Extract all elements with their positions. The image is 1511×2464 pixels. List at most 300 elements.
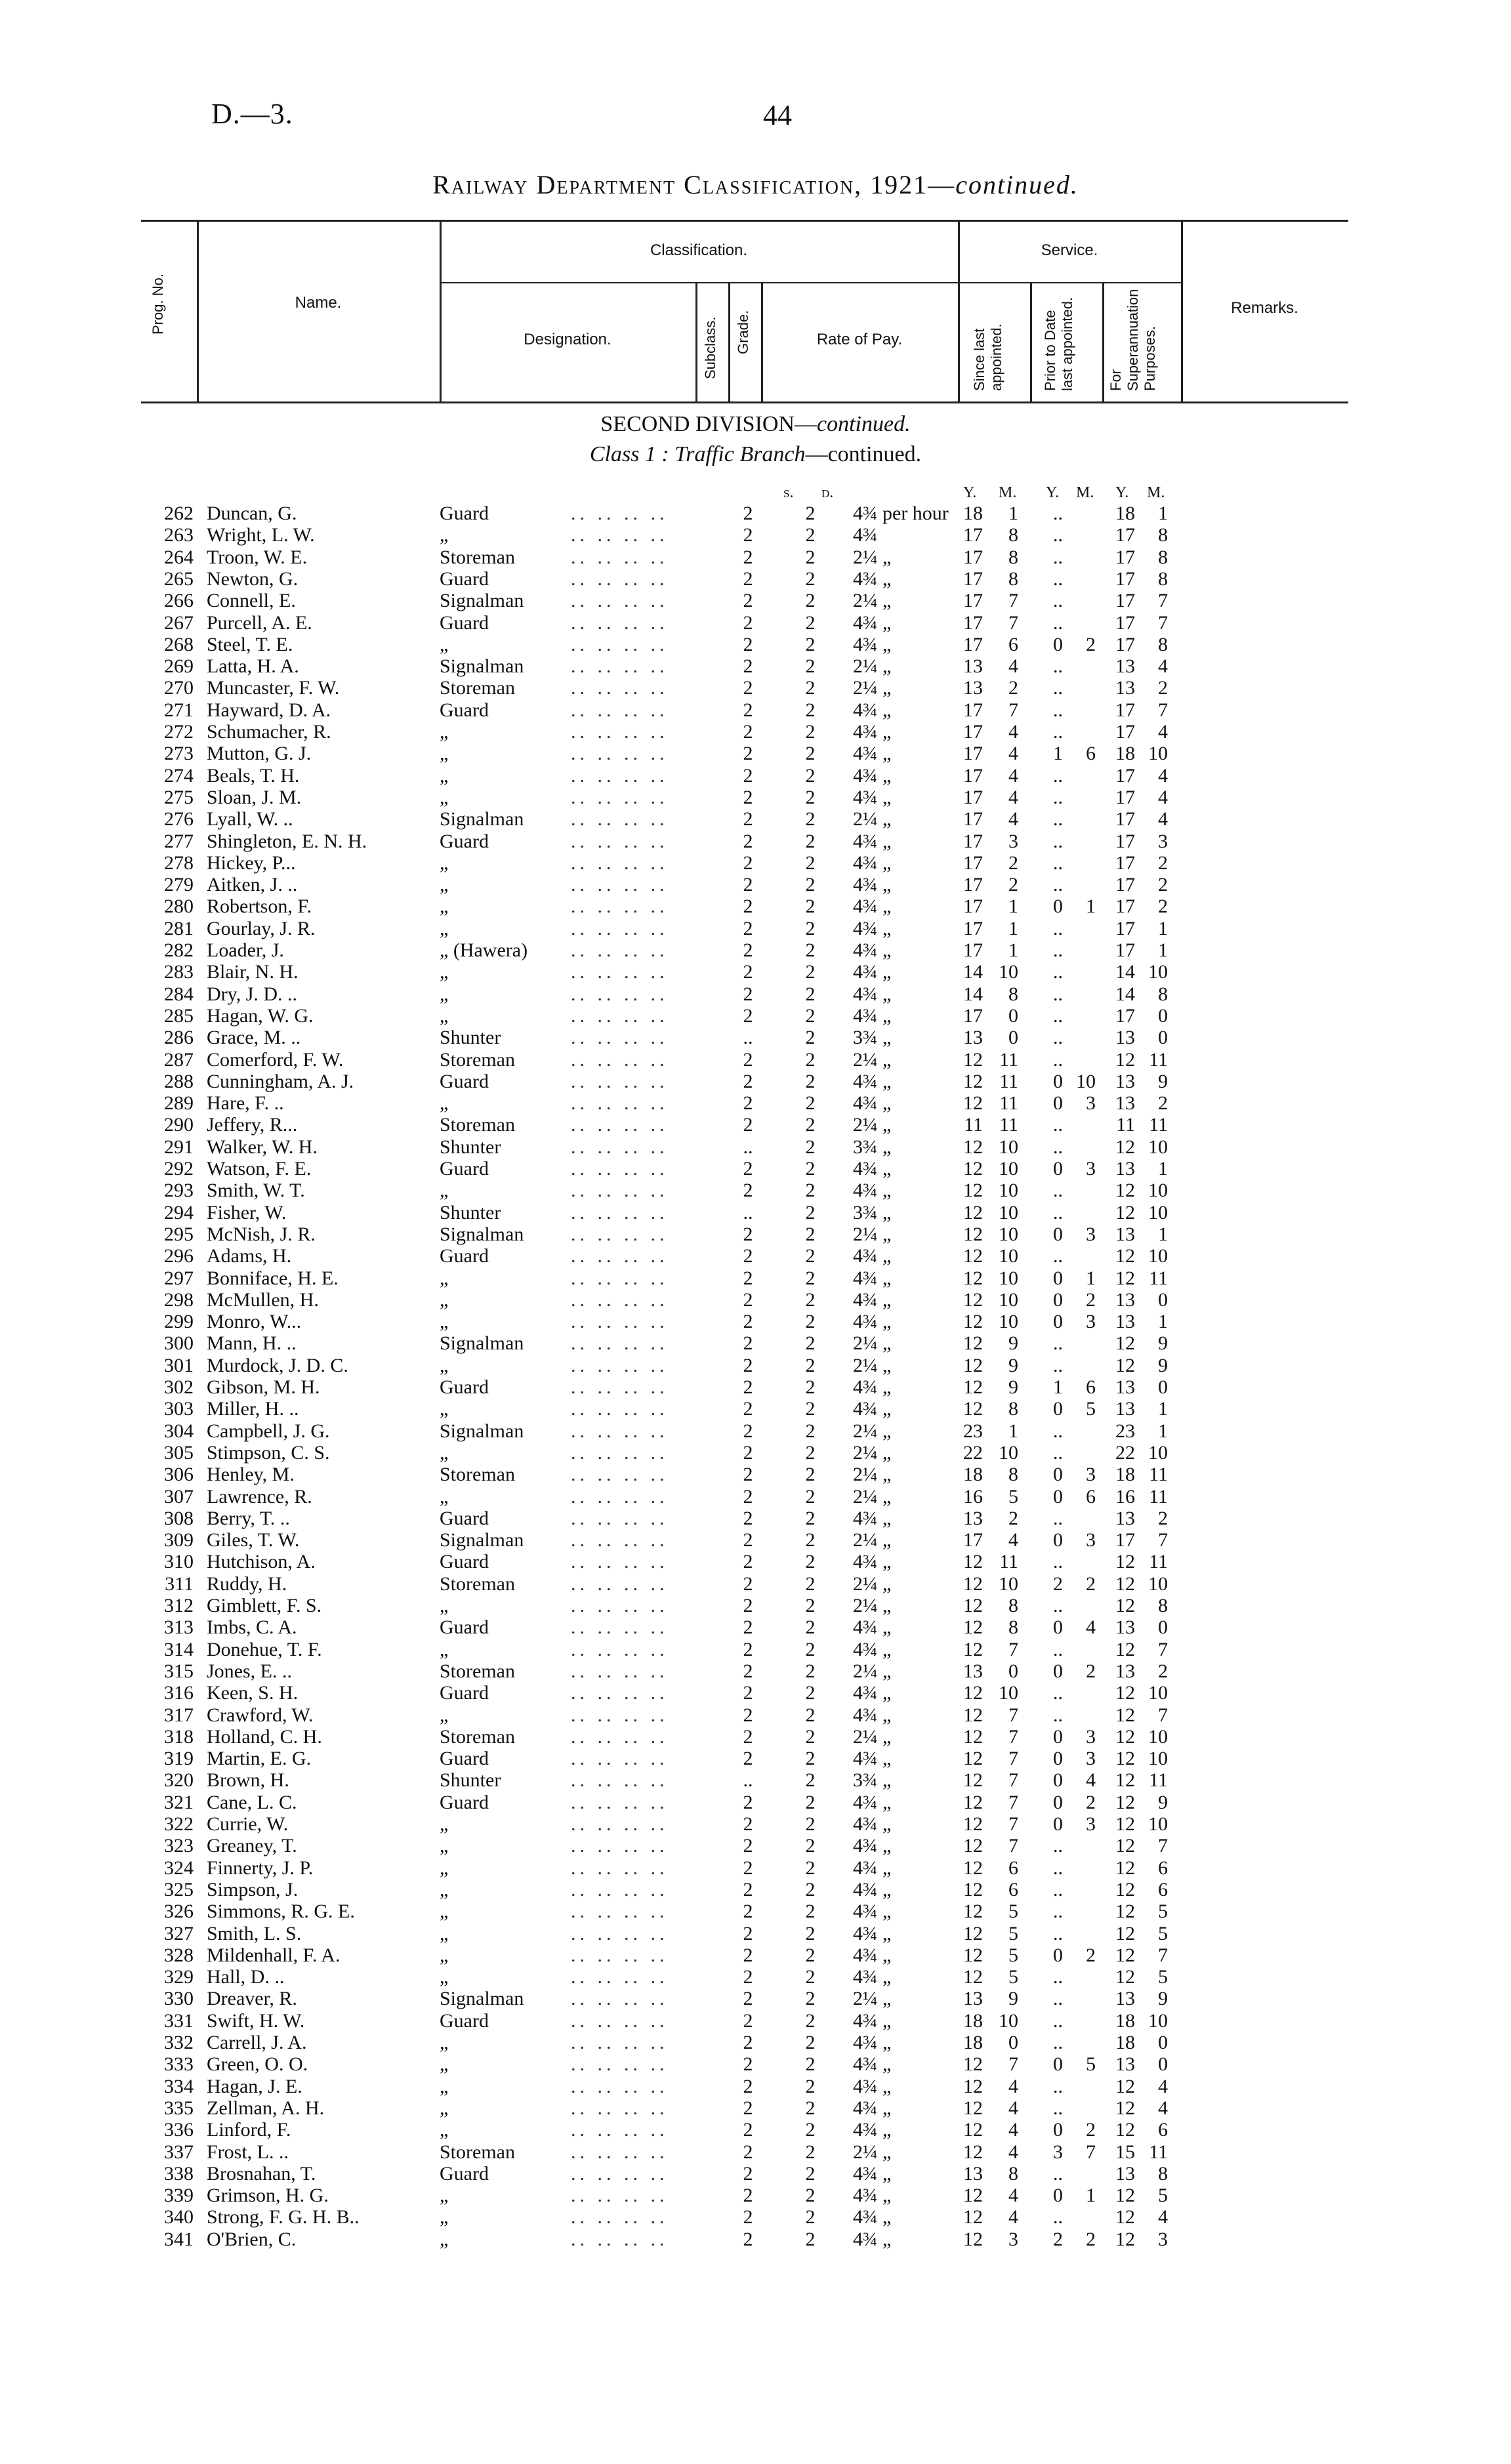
cell-prog: 278	[164, 852, 194, 874]
cell-name: Lawrence, R.	[207, 1485, 312, 1508]
cell-grade: 2	[805, 567, 816, 590]
cell-subclass: 2	[743, 590, 753, 612]
cell-since-last-years: 17	[963, 633, 983, 655]
cell-rate-of-pay: 4¾ „	[853, 764, 892, 787]
cell-prog: 270	[164, 677, 194, 699]
cell-super-years: 18	[1115, 743, 1135, 765]
cell-designation: „	[440, 1966, 449, 1988]
cell-super-years: 17	[1115, 1004, 1135, 1027]
cell-super-months: 2	[1158, 1660, 1168, 1682]
leader-dots: .. .. .. ..	[571, 1791, 669, 1813]
cell-super-years: 12	[1115, 1704, 1135, 1726]
col-service: Service.	[1041, 241, 1098, 259]
cell-grade: 2	[805, 590, 816, 612]
cell-rate-of-pay: 4¾ „	[853, 2206, 892, 2228]
cell-prog: 300	[164, 1332, 194, 1355]
cell-grade: 2	[805, 1769, 816, 1792]
cell-since-last-years: 12	[963, 1966, 983, 1988]
cell-name: Lyall, W. ..	[207, 808, 293, 831]
cell-super-months: 9	[1158, 1988, 1168, 2010]
cell-prior-years: ..	[1053, 830, 1063, 852]
cell-since-last-months: 7	[1008, 2053, 1018, 2076]
cell-rate-of-pay: 2¼ „	[853, 1114, 892, 1136]
cell-name: Mutton, G. J.	[207, 743, 312, 765]
col-remarks: Remarks.	[1231, 299, 1298, 317]
cell-designation: Signalman	[440, 1223, 524, 1245]
leader-dots: .. .. .. ..	[571, 808, 669, 831]
table-row	[0, 1813, 1511, 1835]
cell-subclass: 2	[743, 524, 753, 546]
cell-since-last-years: 12	[963, 1267, 983, 1289]
cell-super-months: 0	[1158, 1616, 1168, 1639]
cell-super-months: 3	[1158, 830, 1168, 852]
cell-subclass: 2	[743, 2075, 753, 2097]
cell-super-months: 11	[1149, 2141, 1168, 2163]
unit-years-3: Y.	[1115, 484, 1129, 501]
cell-designation: Storeman	[440, 2141, 515, 2163]
cell-designation: „	[440, 786, 449, 808]
col-grade: Grade.	[735, 310, 751, 354]
cell-since-last-months: 10	[999, 1572, 1018, 1595]
cell-grade: 2	[805, 1857, 816, 1879]
cell-prior-months: 2	[1086, 1572, 1096, 1595]
table-row	[0, 2119, 1511, 2141]
cell-since-last-months: 8	[1008, 2162, 1018, 2185]
cell-designation: Signalman	[440, 1332, 524, 1355]
cell-designation: Guard	[440, 830, 489, 852]
table-row	[0, 1835, 1511, 1857]
cell-super-years: 12	[1115, 1813, 1135, 1835]
cell-rate-of-pay: 4¾ „	[853, 1180, 892, 1202]
cell-since-last-years: 17	[963, 874, 983, 896]
cell-grade: 2	[805, 852, 816, 874]
cell-since-last-months: 7	[1008, 1748, 1018, 1770]
cell-super-months: 8	[1158, 983, 1168, 1005]
cell-since-last-months: 7	[1008, 1791, 1018, 1813]
cell-name: Greaney, T.	[207, 1835, 297, 1857]
cell-since-last-months: 5	[1008, 1485, 1018, 1508]
table-row	[0, 2185, 1511, 2206]
cell-rate-of-pay: 4¾ „	[853, 2097, 892, 2119]
cell-since-last-years: 17	[963, 808, 983, 831]
cell-designation: Signalman	[440, 590, 524, 612]
cell-since-last-years: 17	[963, 1529, 983, 1551]
cell-designation: Guard	[440, 1682, 489, 1704]
table-row	[0, 1966, 1511, 1988]
cell-super-months: 1	[1158, 939, 1168, 961]
cell-name: Connell, E.	[207, 590, 296, 612]
cell-prior-years: ..	[1053, 567, 1063, 590]
cell-designation: „	[440, 633, 449, 655]
cell-grade: 2	[805, 1048, 816, 1071]
cell-since-last-months: 5	[1008, 1922, 1018, 1944]
cell-designation: Shunter	[440, 1201, 501, 1223]
cell-grade: 2	[805, 1027, 816, 1049]
unit-months-1: M.	[999, 484, 1017, 501]
cell-rate-of-pay: 4¾ „	[853, 2032, 892, 2053]
cell-prior-years: ..	[1053, 983, 1063, 1005]
cell-since-last-months: 4	[1008, 808, 1018, 831]
cell-prog: 320	[164, 1769, 194, 1792]
cell-super-months: 1	[1158, 1398, 1168, 1420]
cell-super-months: 7	[1158, 1944, 1168, 1966]
cell-super-years: 12	[1115, 1725, 1135, 1748]
cell-prior-years: ..	[1053, 1201, 1063, 1223]
cell-name: Wright, L. W.	[207, 524, 315, 546]
table-row	[0, 1245, 1511, 1267]
table-row	[0, 1857, 1511, 1879]
table-row	[0, 1027, 1511, 1048]
leader-dots: .. .. .. ..	[571, 1092, 669, 1115]
cell-name: Donehue, T. F.	[207, 1638, 322, 1660]
cell-super-years: 12	[1115, 1835, 1135, 1857]
cell-super-years: 17	[1115, 590, 1135, 612]
cell-grade: 2	[805, 503, 816, 524]
cell-super-years: 12	[1115, 2075, 1135, 2097]
cell-prog: 292	[164, 1158, 194, 1180]
cell-prior-years: ..	[1053, 2032, 1063, 2053]
cell-prior-years: ..	[1053, 1180, 1063, 1202]
cell-prog: 317	[164, 1704, 194, 1726]
cell-prog: 306	[164, 1464, 194, 1486]
table-row	[0, 1158, 1511, 1180]
cell-prog: 280	[164, 895, 194, 918]
cell-super-years: 18	[1115, 503, 1135, 524]
cell-grade: 2	[805, 1136, 816, 1158]
cell-rate-of-pay: 4¾ „	[853, 1835, 892, 1857]
unit-shillings: s.	[783, 484, 794, 501]
cell-prior-years: ..	[1053, 1420, 1063, 1442]
cell-super-years: 12	[1115, 1354, 1135, 1376]
cell-super-months: 8	[1158, 633, 1168, 655]
cell-designation: Signalman	[440, 1420, 524, 1442]
class-heading: Class 1 : Traffic Branch—continued.	[589, 442, 922, 466]
cell-name: Muncaster, F. W.	[207, 677, 340, 699]
cell-prog: 283	[164, 961, 194, 983]
cell-super-years: 12	[1115, 1180, 1135, 1202]
cell-subclass: 2	[743, 1441, 753, 1464]
cell-subclass: 2	[743, 1245, 753, 1267]
leader-dots: .. .. .. ..	[571, 1529, 669, 1551]
cell-designation: Guard	[440, 567, 489, 590]
cell-since-last-years: 13	[963, 1660, 983, 1682]
cell-super-months: 6	[1158, 1857, 1168, 1879]
cell-designation: Storeman	[440, 1572, 515, 1595]
cell-since-last-months: 10	[999, 1136, 1018, 1158]
cell-prog: 314	[164, 1638, 194, 1660]
cell-designation: Signalman	[440, 1529, 524, 1551]
table-row	[0, 503, 1511, 524]
cell-prior-years: 0	[1053, 1748, 1063, 1770]
cell-grade: 2	[805, 1922, 816, 1944]
cell-prog: 308	[164, 1507, 194, 1529]
cell-super-months: 10	[1148, 1201, 1168, 1223]
cell-since-last-months: 11	[999, 1048, 1018, 1071]
cell-prior-years: ..	[1053, 1245, 1063, 1267]
cell-prior-years: 0	[1053, 1725, 1063, 1748]
cell-rate-of-pay: 4¾ „	[853, 2185, 892, 2207]
cell-subclass: 2	[743, 2097, 753, 2119]
table-row	[0, 546, 1511, 568]
cell-designation: Guard	[440, 2162, 489, 2185]
table-row	[0, 2141, 1511, 2163]
cell-designation: Guard	[440, 1791, 489, 1813]
cell-prior-years: 0	[1053, 2053, 1063, 2076]
leader-dots: .. .. .. ..	[571, 1616, 669, 1639]
cell-prior-years: ..	[1053, 917, 1063, 939]
cell-super-years: 13	[1115, 1311, 1135, 1333]
cell-name: Jeffery, R...	[207, 1114, 298, 1136]
cell-super-months: 7	[1158, 1638, 1168, 1660]
cell-super-years: 12	[1115, 1791, 1135, 1813]
cell-rate-of-pay: 4¾ „	[853, 1398, 892, 1420]
cell-prior-months: 1	[1086, 895, 1096, 918]
cell-prog: 321	[164, 1791, 194, 1813]
cell-rate-of-pay: 4¾ „	[853, 1092, 892, 1115]
cell-prior-years: ..	[1053, 1857, 1063, 1879]
cell-since-last-months: 7	[1008, 611, 1018, 634]
cell-super-years: 18	[1115, 2009, 1135, 2032]
cell-since-last-months: 1	[1008, 895, 1018, 918]
cell-since-last-years: 13	[963, 655, 983, 678]
cell-super-years: 12	[1115, 1900, 1135, 1923]
cell-prog: 329	[164, 1966, 194, 1988]
cell-super-months: 0	[1158, 2053, 1168, 2076]
table-row	[0, 568, 1511, 590]
cell-super-years: 13	[1115, 1616, 1135, 1639]
cell-super-months: 9	[1158, 1791, 1168, 1813]
cell-name: Bonniface, H. E.	[207, 1267, 339, 1289]
cell-since-last-months: 2	[1008, 677, 1018, 699]
cell-super-months: 0	[1158, 1027, 1168, 1049]
cell-prior-months: 2	[1086, 2119, 1096, 2141]
cell-since-last-years: 12	[963, 1704, 983, 1726]
cell-super-months: 10	[1148, 1813, 1168, 1835]
cell-since-last-years: 12	[963, 2119, 983, 2141]
cell-grade: 2	[805, 1420, 816, 1442]
cell-designation: „	[440, 524, 449, 546]
cell-since-last-months: 4	[1008, 2097, 1018, 2119]
unit-pence: d.	[821, 484, 834, 501]
cell-name: Campbell, J. G.	[207, 1420, 330, 1442]
cell-grade: 2	[805, 1158, 816, 1180]
cell-prog: 282	[164, 939, 194, 961]
cell-since-last-months: 0	[1008, 2032, 1018, 2053]
cell-super-months: 0	[1158, 1004, 1168, 1027]
cell-rate-of-pay: 4¾ „	[853, 1311, 892, 1333]
cell-subclass: 2	[743, 808, 753, 831]
col-subclass: Subclass.	[702, 316, 718, 379]
table-row	[0, 2010, 1511, 2032]
table-row	[0, 1616, 1511, 1638]
cell-super-months: 4	[1158, 721, 1168, 743]
cell-super-years: 11	[1116, 1114, 1135, 1136]
cell-prior-months: 3	[1086, 1748, 1096, 1770]
cell-prior-years: ..	[1053, 655, 1063, 678]
cell-super-months: 11	[1149, 1769, 1168, 1792]
cell-designation: Storeman	[440, 677, 515, 699]
leader-dots: .. .. .. ..	[571, 1136, 669, 1158]
cell-name: McNish, J. R.	[207, 1223, 316, 1245]
cell-designation: „	[440, 1704, 449, 1726]
table-row	[0, 1792, 1511, 1813]
cell-designation: „	[440, 1311, 449, 1333]
cell-prog: 290	[164, 1114, 194, 1136]
cell-designation: „	[440, 1354, 449, 1376]
cell-prior-years: ..	[1053, 808, 1063, 831]
cell-grade: 2	[805, 830, 816, 852]
cell-super-years: 12	[1115, 2119, 1135, 2141]
table-row	[0, 1682, 1511, 1704]
cell-designation: „	[440, 874, 449, 896]
leader-dots: .. .. .. ..	[571, 546, 669, 568]
unit-years-2: Y.	[1046, 484, 1060, 501]
cell-designation: „	[440, 1288, 449, 1311]
cell-prior-years: ..	[1053, 503, 1063, 524]
cell-name: Crawford, W.	[207, 1704, 314, 1726]
cell-prior-years: 0	[1053, 1464, 1063, 1486]
cell-designation: „	[440, 1878, 449, 1900]
document-code: D.—3.	[211, 98, 293, 130]
cell-grade: 2	[805, 2119, 816, 2141]
cell-designation: „	[440, 764, 449, 787]
cell-prog: 323	[164, 1835, 194, 1857]
table-row	[0, 1267, 1511, 1289]
cell-super-years: 17	[1115, 524, 1135, 546]
cell-prior-years: ..	[1053, 939, 1063, 961]
cell-designation: „	[440, 2206, 449, 2228]
cell-designation: Shunter	[440, 1769, 501, 1792]
cell-name: Schumacher, R.	[207, 721, 331, 743]
cell-since-last-years: 13	[963, 1988, 983, 2010]
cell-subclass: 2	[743, 567, 753, 590]
cell-since-last-months: 4	[1008, 2141, 1018, 2163]
cell-designation: Guard	[440, 1748, 489, 1770]
cell-prior-years: ..	[1053, 1966, 1063, 1988]
cell-prior-years: 0	[1053, 1769, 1063, 1792]
cell-super-months: 11	[1149, 1464, 1168, 1486]
table-row	[0, 808, 1511, 830]
leader-dots: .. .. .. ..	[571, 1245, 669, 1267]
cell-designation: „	[440, 1944, 449, 1966]
leader-dots: .. .. .. ..	[571, 1507, 669, 1529]
cell-super-months: 1	[1158, 1311, 1168, 1333]
cell-name: Latta, H. A.	[207, 655, 299, 678]
cell-name: Mildenhall, F. A.	[207, 1944, 341, 1966]
cell-prog: 288	[164, 1070, 194, 1092]
cell-designation: „	[440, 2185, 449, 2207]
cell-super-months: 1	[1158, 917, 1168, 939]
cell-designation: „	[440, 983, 449, 1005]
cell-subclass: 2	[743, 1114, 753, 1136]
cell-grade: 2	[805, 1704, 816, 1726]
cell-prior-years: 0	[1053, 1944, 1063, 1966]
cell-prog: 332	[164, 2032, 194, 2053]
cell-since-last-years: 13	[963, 2162, 983, 2185]
cell-since-last-months: 10	[999, 1288, 1018, 1311]
cell-prog: 302	[164, 1376, 194, 1398]
cell-designation: Signalman	[440, 808, 524, 831]
cell-prog: 277	[164, 830, 194, 852]
cell-prior-years: 0	[1053, 1092, 1063, 1115]
cell-since-last-years: 12	[963, 1725, 983, 1748]
cell-since-last-months: 8	[1008, 1464, 1018, 1486]
cell-name: Monro, W...	[207, 1311, 302, 1333]
cell-super-years: 13	[1115, 677, 1135, 699]
col-prog-no: Prog. No.	[150, 274, 166, 335]
leader-dots: .. .. .. ..	[571, 786, 669, 808]
cell-prior-years: ..	[1053, 1878, 1063, 1900]
cell-grade: 2	[805, 1288, 816, 1311]
cell-subclass: 2	[743, 546, 753, 568]
cell-subclass: 2	[743, 1507, 753, 1529]
cell-rate-of-pay: 4¾ „	[853, 699, 892, 721]
cell-grade: 2	[805, 1507, 816, 1529]
cell-super-months: 4	[1158, 2206, 1168, 2228]
cell-rate-of-pay: 3¾ „	[853, 1136, 892, 1158]
cell-prior-months: 2	[1086, 1944, 1096, 1966]
leader-dots: .. .. .. ..	[571, 2097, 669, 2119]
cell-since-last-months: 4	[1008, 743, 1018, 765]
cell-subclass: 2	[743, 1376, 753, 1398]
cell-rate-of-pay: 4¾ „	[853, 1748, 892, 1770]
cell-grade: 2	[805, 2162, 816, 2185]
cell-super-years: 17	[1115, 830, 1135, 852]
leader-dots: .. .. .. ..	[571, 1900, 669, 1923]
cell-since-last-months: 10	[999, 961, 1018, 983]
cell-designation: „	[440, 2075, 449, 2097]
cell-designation: Guard	[440, 611, 489, 634]
cell-super-years: 17	[1115, 786, 1135, 808]
cell-super-months: 8	[1158, 2162, 1168, 2185]
cell-super-years: 13	[1115, 1092, 1135, 1115]
cell-prog: 281	[164, 917, 194, 939]
cell-name: Green, O. O.	[207, 2053, 308, 2076]
cell-rate-of-pay: 2¼ „	[853, 1572, 892, 1595]
cell-super-years: 12	[1115, 2228, 1135, 2250]
cell-subclass: 2	[743, 1922, 753, 1944]
cell-grade: 2	[805, 1682, 816, 1704]
cell-name: Hickey, P...	[207, 852, 296, 874]
cell-rate-of-pay: 4¾ „	[853, 633, 892, 655]
table-row	[0, 2228, 1511, 2250]
cell-grade: 2	[805, 1332, 816, 1355]
cell-since-last-years: 12	[963, 1813, 983, 1835]
cell-super-years: 13	[1115, 1398, 1135, 1420]
cell-since-last-months: 10	[999, 1441, 1018, 1464]
cell-prior-months: 3	[1086, 1813, 1096, 1835]
page-number: 44	[763, 99, 792, 131]
cell-prior-years: 2	[1053, 2228, 1063, 2250]
cell-super-years: 15	[1115, 2141, 1135, 2163]
cell-rate-of-pay: 4¾ „	[853, 1004, 892, 1027]
cell-super-years: 17	[1115, 852, 1135, 874]
cell-subclass: 2	[743, 1966, 753, 1988]
cell-rate-of-pay: 4¾ „	[853, 1267, 892, 1289]
cell-since-last-months: 9	[1008, 1332, 1018, 1355]
cell-grade: 2	[805, 2053, 816, 2076]
table-row	[0, 1049, 1511, 1071]
cell-name: Aitken, J. ..	[207, 874, 298, 896]
cell-super-months: 10	[1148, 1748, 1168, 1770]
cell-super-months: 0	[1158, 1288, 1168, 1311]
cell-designation: „	[440, 895, 449, 918]
leader-dots: .. .. .. ..	[571, 1922, 669, 1944]
table-row	[0, 1748, 1511, 1769]
leader-dots: .. .. .. ..	[571, 1682, 669, 1704]
table-row	[0, 1136, 1511, 1158]
cell-name: Dry, J. D. ..	[207, 983, 298, 1005]
